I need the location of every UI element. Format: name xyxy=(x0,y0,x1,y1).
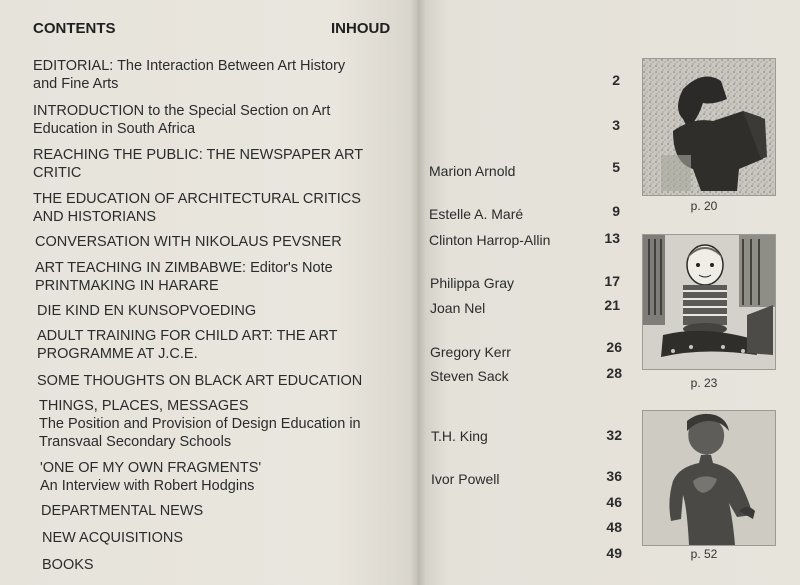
title-line: ART TEACHING IN ZIMBABWE: Editor's Note xyxy=(35,260,333,276)
toc-entry-architectural-critics[interactable] xyxy=(33,190,361,226)
title-line: DIE KIND EN KUNSOPVOEDING xyxy=(37,303,257,319)
illustration-p23 xyxy=(642,234,776,370)
illustration-caption: p. 23 xyxy=(690,376,718,390)
book-gutter xyxy=(410,0,426,585)
illustration-caption: p. 20 xyxy=(690,199,718,213)
toc-entry-pevsner[interactable] xyxy=(35,233,342,251)
title-line: EDITORIAL: The Interaction Between Art History xyxy=(33,58,346,74)
page-number: 28 xyxy=(606,365,622,381)
title-line: and Fine Arts xyxy=(33,76,119,92)
author-name: Clinton Harrop-Allin xyxy=(429,232,551,248)
title-line: THINGS, PLACES, MESSAGES xyxy=(39,398,249,414)
title-line: Education in South Africa xyxy=(33,121,196,137)
title-line: 'ONE OF MY OWN FRAGMENTS' xyxy=(40,460,262,476)
title-line: ADULT TRAINING FOR CHILD ART: THE ART xyxy=(37,328,338,344)
title-line: NEW ACQUISITIONS xyxy=(42,530,183,546)
title-line: The Position and Provision of Design Education in xyxy=(39,416,361,432)
title-line: INTRODUCTION to the Special Section on Art xyxy=(33,103,331,119)
title-line: CONVERSATION WITH NIKOLAUS PEVSNER xyxy=(35,234,342,250)
author-name: T.H. King xyxy=(431,428,488,444)
illustration-p52 xyxy=(642,410,776,546)
toc-entry-own-fragments[interactable] xyxy=(40,459,261,495)
illustration-p20 xyxy=(642,58,776,196)
toc-entry-zimbabwe[interactable] xyxy=(35,259,333,295)
toc-entry-new-acquisitions[interactable] xyxy=(42,529,183,547)
toc-entry-black-art-education[interactable] xyxy=(37,372,362,390)
page-number: 3 xyxy=(612,117,620,133)
toc-entry-departmental-news[interactable] xyxy=(41,502,203,520)
title-line: BOOKS xyxy=(42,557,94,573)
bronze-sculpture-icon xyxy=(643,411,775,545)
contents-heading: CONTENTS xyxy=(33,20,116,37)
toc-entry-things-places-messages[interactable] xyxy=(39,397,361,451)
title-line: CRITIC xyxy=(33,165,82,181)
author-name: Joan Nel xyxy=(430,300,486,316)
author-name: Marion Arnold xyxy=(429,163,516,179)
title-line: An Interview with Robert Hodgins xyxy=(40,478,255,494)
title-line: PRINTMAKING IN HARARE xyxy=(35,278,219,294)
title-line: SOME THOUGHTS ON BLACK ART EDUCATION xyxy=(37,373,363,389)
abstract-figure-artwork-icon xyxy=(643,59,775,195)
page-number: 32 xyxy=(606,427,622,443)
illustration-caption: p. 52 xyxy=(690,547,718,561)
page-number: 21 xyxy=(604,297,620,313)
page-number: 17 xyxy=(604,273,620,289)
author-name: Steven Sack xyxy=(430,368,509,384)
toc-entry-books[interactable] xyxy=(42,556,94,574)
page-number: 26 xyxy=(606,339,622,355)
title-line: REACHING THE PUBLIC: THE NEWSPAPER ART xyxy=(33,147,364,163)
page-number: 49 xyxy=(606,545,622,561)
inhoud-heading: INHOUD xyxy=(331,20,391,37)
page-number: 13 xyxy=(604,230,620,246)
page-number: 48 xyxy=(606,519,622,535)
page-number: 46 xyxy=(606,494,622,510)
page-number: 36 xyxy=(606,468,622,484)
author-name: Ivor Powell xyxy=(431,471,500,487)
author-name: Estelle A. Maré xyxy=(429,206,524,222)
toc-entry-introduction[interactable] xyxy=(33,102,330,138)
toc-entry-die-kind[interactable] xyxy=(37,302,256,320)
author-name: Philippa Gray xyxy=(430,275,515,291)
toc-entry-adult-training[interactable] xyxy=(37,327,338,363)
title-line: DEPARTMENTAL NEWS xyxy=(41,503,204,519)
page-number: 9 xyxy=(612,203,620,219)
author-name: Gregory Kerr xyxy=(430,344,511,360)
title-line: Transvaal Secondary Schools xyxy=(39,434,232,450)
page-number: 2 xyxy=(612,72,620,88)
title-line: THE EDUCATION OF ARCHITECTURAL CRITICS xyxy=(33,191,361,207)
toc-entry-reaching-the-public[interactable] xyxy=(33,146,363,182)
title-line: AND HISTORIANS xyxy=(33,209,157,225)
page-number: 5 xyxy=(612,159,620,175)
child-drawing-artwork-icon xyxy=(643,235,775,369)
title-line: PROGRAMME AT J.C.E. xyxy=(37,346,198,362)
toc-entry-editorial[interactable] xyxy=(33,57,345,93)
